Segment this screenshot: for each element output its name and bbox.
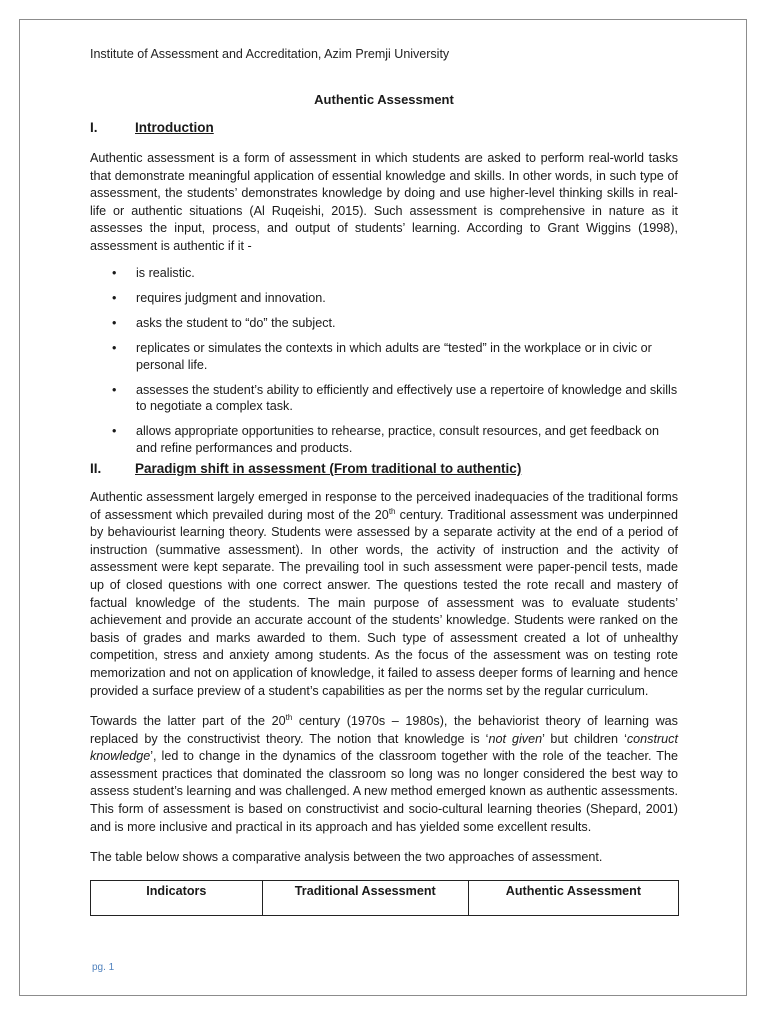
list-item: • assesses the student’s ability to efficiently and effectively use a repertoire of knowledge and skills to negotiate a complex task.: [90, 382, 678, 415]
page-number: pg. 1: [92, 962, 115, 973]
section-number: I.: [90, 120, 98, 135]
table-intro-paragraph: The table below shows a comparative analysis between the two approaches of assessment.: [90, 850, 603, 864]
intro-paragraph: Authentic assessment is a form of assessment in which students are asked to perform real-world tasks that demonstrate meaningful application of essential knowledge and skills. In other words, in such type of assessment, the students’ demonstrates knowledge by doing and use higher-level thinking skills in real-life or authentic situations (Al Ruqeishi, 2015). Such assessment is comprehensive in nature as it assesses the input, process, and output of students’ learning. According to Grant Wiggins (1998), assessment is authentic if it -: [90, 151, 678, 253]
page-header: Institute of Assessment and Accreditation, Azim Premji University: [90, 47, 450, 61]
section-title: Introduction: [135, 120, 214, 135]
section-number: II.: [90, 461, 102, 476]
comparison-table: [90, 880, 679, 916]
table-header-cell: Traditional Assessment: [262, 881, 468, 916]
list-item: • allows appropriate opportunities to rehearse, practice, consult resources, and get feedback on and refine performances and products.: [90, 423, 678, 456]
list-item: • asks the student to “do” the subject.: [90, 315, 678, 332]
paradigm-paragraph-2: Towards the latter part of the 20th century (1970s – 1980s), the behaviorist theory of learning was replaced by the constructivist theory. The notion that knowledge is ‘not given’ but children ‘construct knowledge’, led to change in the dynamics of the classroom together with the role of the teacher. The assessment practices that dominated the classroom so long was no longer considered the best way to assess student’s learning and was challenged. A new method emerged known as authentic assessments. This form of assessment is based on constructivist and socio-cultural learning theories (Shepard, 2001) and is more inclusive and practical in its approach and has yielded some excellent results.: [90, 712, 678, 834]
table-header-cell: Authentic Assessment: [468, 881, 678, 916]
document-title: Authentic Assessment: [314, 92, 454, 107]
list-item: • is realistic.: [90, 265, 678, 282]
table-header-cell: Indicators: [91, 881, 263, 916]
paradigm-paragraph-1: Authentic assessment largely emerged in response to the perceived inadequacies of the traditional forms of assessment which prevailed during most of the 20th century. Traditional assessment was underpinned by behaviourist learning theory. Students were assessed by a separate activity at the end of a period of instruction (summative assessment). In other words, the activity of instruction and the activity of assessment were kept separate. The prevailing tool in such assessment were paper-pencil tests, made up of closed questions with one correct answer. The questions tested the rote recall and mastery of factual knowledge of the students. The main purpose of assessment was to evaluate students’ achievement and provide an accurate account of the students’ knowledge. Students were ranked on the basis of grades and marks awarded to them. Such type of assessment created a lot of unhealthy competition, stress and anxiety among students. As the focus of the assessment was on testing rote memorization and not on application of knowledge, it failed to assess deeper forms of learning and hence provided a surface preview of a student’s capabilities as per the norms set by the regular curriculum.: [90, 490, 678, 698]
list-item: • requires judgment and innovation.: [90, 290, 678, 307]
criteria-list: [90, 265, 678, 465]
list-item: • replicates or simulates the contexts in which adults are “tested” in the workplace or in civic or personal life.: [90, 340, 678, 373]
section-heading-introduction: [90, 120, 214, 135]
section-heading-paradigm-shift: [90, 461, 521, 476]
table-header-row: [91, 881, 679, 916]
section-title: Paradigm shift in assessment (From traditional to authentic): [135, 461, 522, 476]
